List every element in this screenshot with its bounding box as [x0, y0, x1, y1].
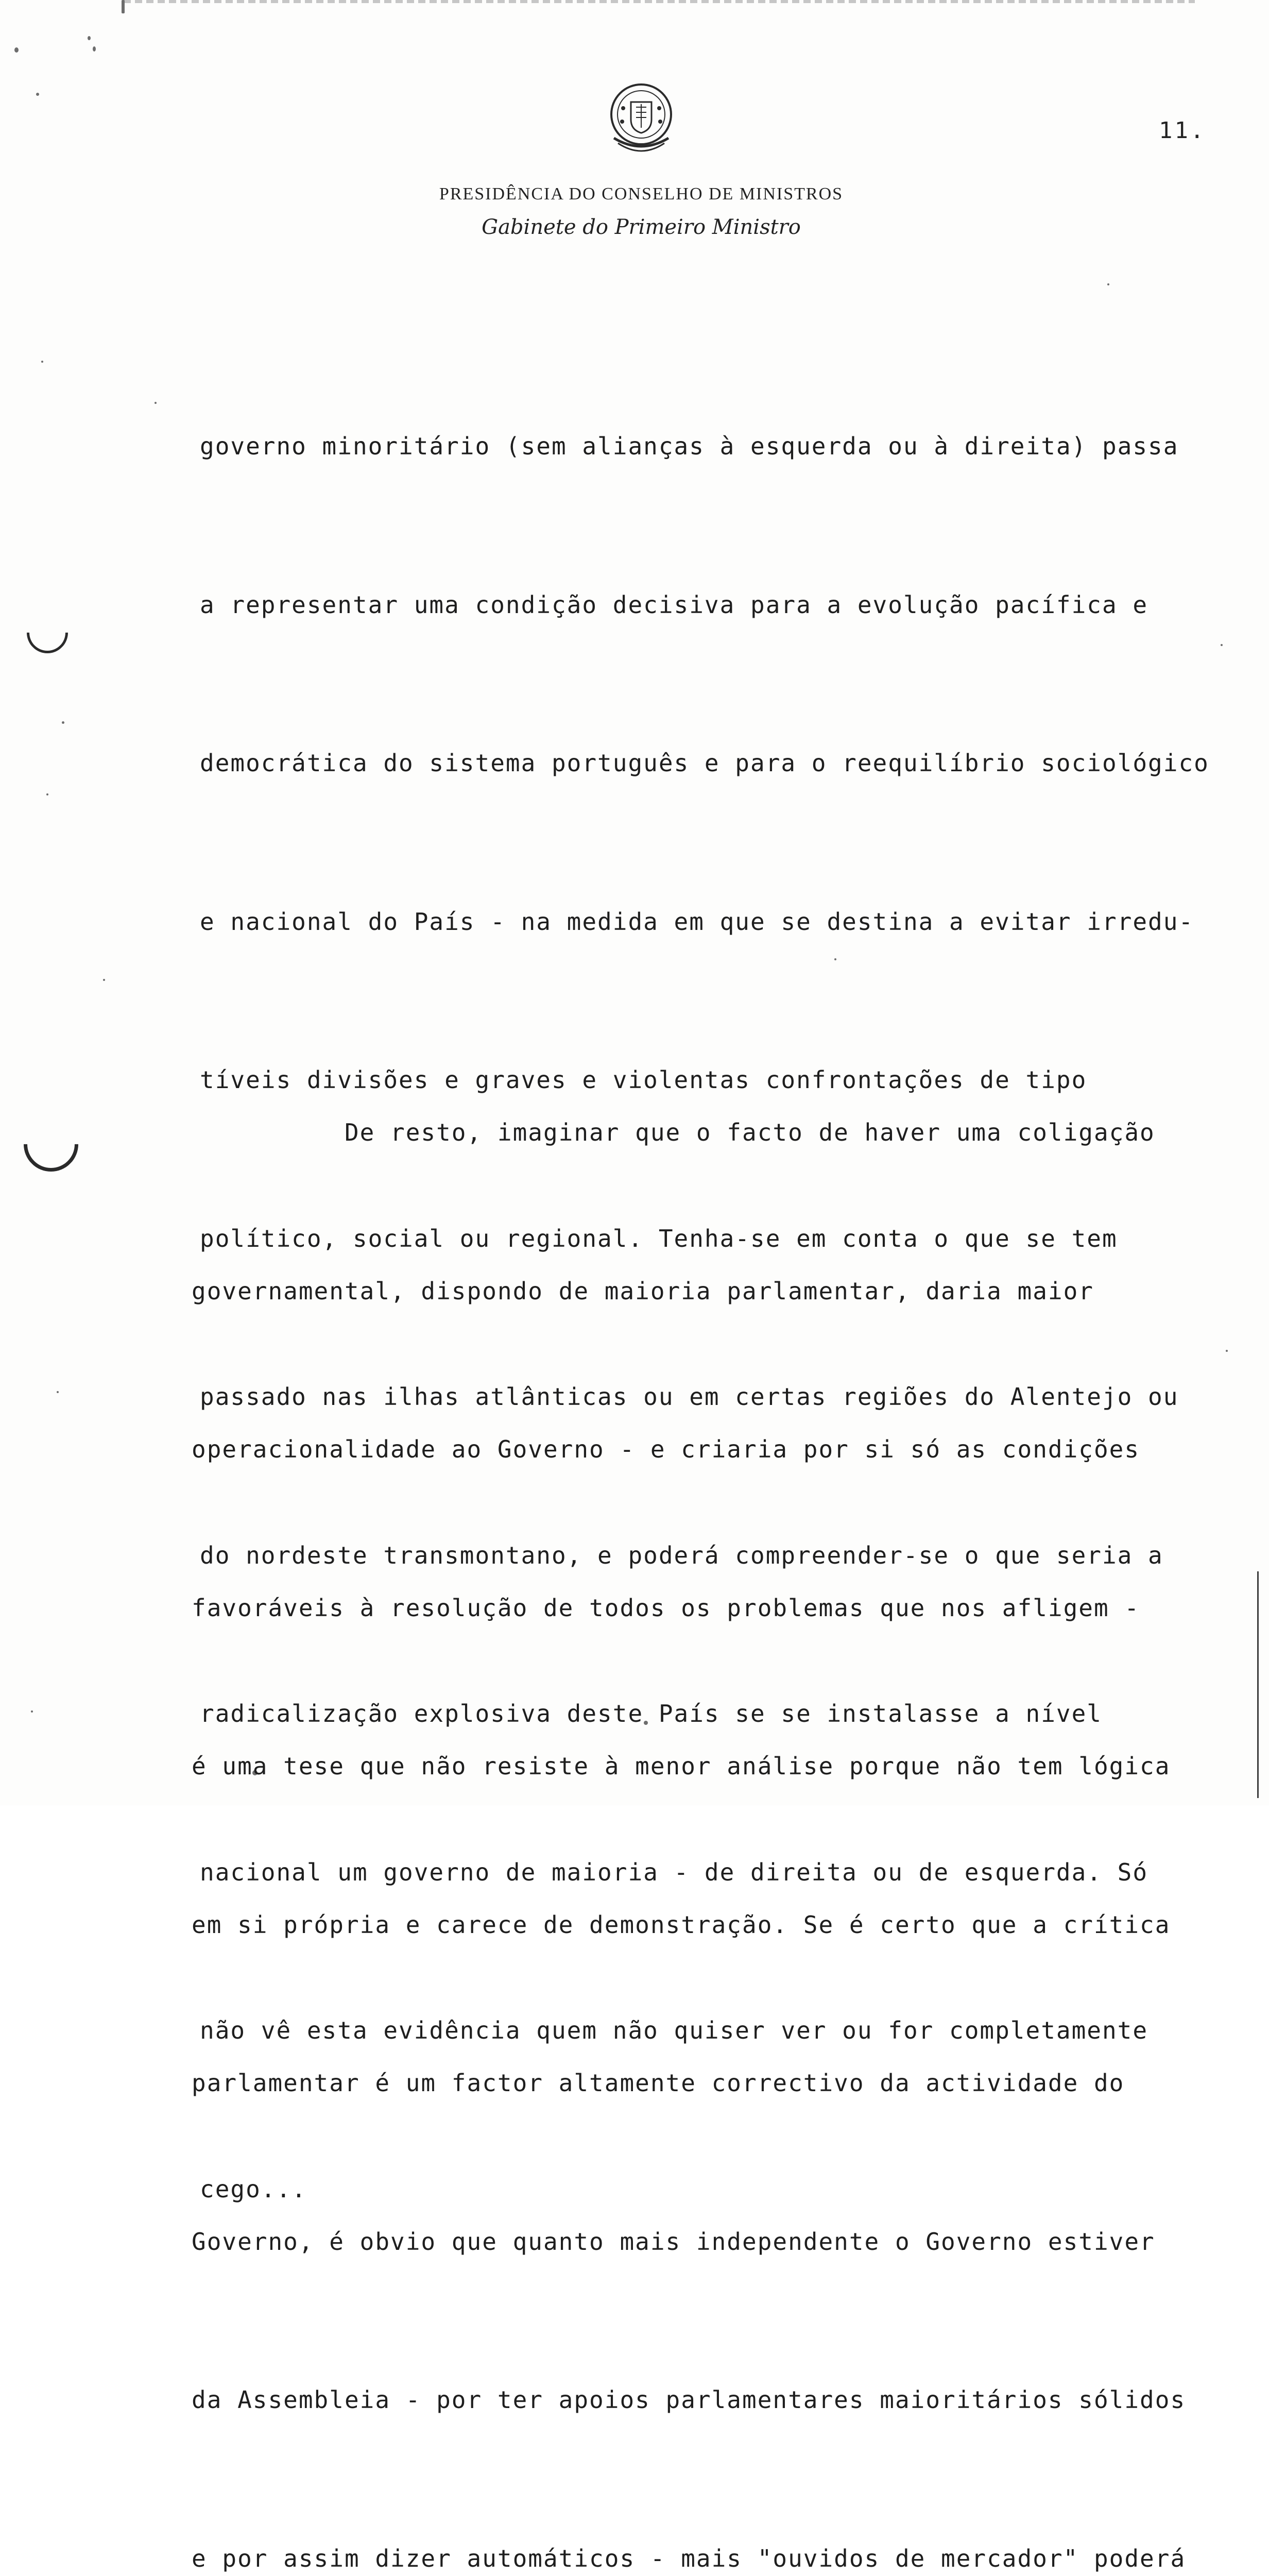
text-line: governamental, dispondo de maioria parlamentar, daria maior — [192, 1265, 1186, 1318]
scan-speck — [41, 361, 43, 363]
scan-speck — [14, 47, 19, 53]
text-line: e por assim dizer automáticos - mais "ouvidos de mercador" poderá — [192, 2532, 1186, 2576]
scan-speck — [57, 1391, 59, 1393]
text-line: é uma tese que não resiste à menor análise porque não tem lógica — [192, 1740, 1186, 1793]
text-line: passado nas ilhas atlânticas ou em certas regiões do Alentejo ou — [200, 1370, 1209, 1423]
text-line: em si própria e carece de demonstração. Se é certo que a crítica — [192, 1899, 1186, 1952]
scan-right-edge — [1257, 1571, 1259, 1798]
text-line: não vê esta evidência quem não quiser ver ou for completamente — [200, 2004, 1209, 2057]
text-line: De resto, imaginar que o facto de haver uma coligação — [192, 1106, 1186, 1159]
letterhead-subtitle: Gabinete do Primeiro Ministro — [386, 215, 896, 239]
scan-speck — [93, 46, 96, 52]
text-line: da Assembleia - por ter apoios parlamentares maioritários sólidos — [192, 2374, 1186, 2427]
text-line: político, social ou regional. Tenha-se em conta o que se tem — [200, 1212, 1209, 1265]
scan-speck — [36, 93, 39, 96]
scan-speck — [31, 1710, 33, 1713]
scan-speck — [1221, 644, 1223, 646]
scan-top-edge — [124, 0, 1195, 3]
text-line: e nacional do País - na medida em que se destina a evitar irredu- — [200, 895, 1209, 948]
text-line: a representar uma condição decisiva para a evolução pacífica e — [200, 579, 1209, 632]
text-line: favoráveis à resolução de todos os problemas que nos afligem - — [192, 1582, 1186, 1635]
scan-speck — [62, 721, 64, 724]
text-line: cego... — [200, 2163, 1209, 2216]
text-line: governo minoritário (sem alianças à esquerda ou à direita) passa — [200, 420, 1209, 473]
scan-speck — [1226, 1350, 1228, 1352]
scan-speck — [1107, 283, 1109, 285]
scan-speck — [46, 793, 48, 795]
binder-hole-mark — [18, 603, 76, 662]
text-line: parlamentar é um factor altamente correctivo da actividade do — [192, 2057, 1186, 2110]
scan-speck — [103, 979, 105, 981]
scan-speck — [122, 0, 125, 13]
scan-speck — [88, 36, 91, 40]
scan-speck — [155, 402, 157, 404]
text-line: do nordeste transmontano, e poderá compreender-se o que seria a — [200, 1529, 1209, 1582]
coat-of-arms-seal-icon — [603, 77, 680, 160]
text-line: radicalização explosiva deste País se se instalasse a nível — [200, 1687, 1209, 1740]
text-line: operacionalidade ao Governo - e criaria por si só as condições — [192, 1423, 1186, 1476]
text-line: democrática do sistema português e para o reequilíbrio sociológico — [200, 737, 1209, 790]
text-line: tíveis divisões e graves e violentas confrontações de tipo — [200, 1054, 1209, 1107]
letterhead-title: PRESIDÊNCIA DO CONSELHO DE MINISTROS — [386, 184, 896, 204]
binder-hole-mark — [12, 1106, 90, 1183]
page-number: 11. — [1159, 117, 1206, 144]
text-line: Governo, é obvio que quanto mais independente o Governo estiver — [192, 2215, 1186, 2268]
paragraph-2 — [192, 1001, 1186, 2576]
text-line: nacional um governo de maioria - de direita ou de esquerda. Só — [200, 1846, 1209, 1899]
